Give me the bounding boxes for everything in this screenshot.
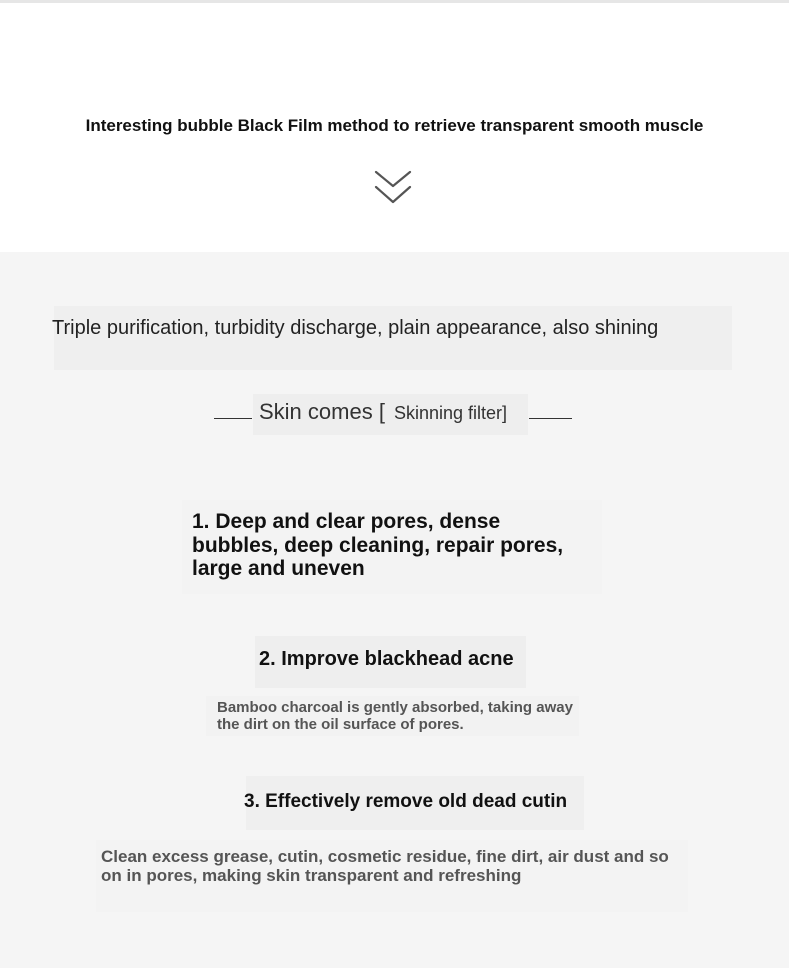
hero-section — [0, 3, 789, 252]
content-section — [0, 252, 789, 968]
item-3-title: 3. Effectively remove old dead cutin — [244, 791, 568, 812]
item-2-title: 2. Improve blackhead acne — [259, 648, 514, 670]
skin-title-main: Skin comes [ — [259, 399, 385, 424]
skin-title-sub: Skinning filter] — [394, 403, 508, 423]
item-1-title: 1. Deep and clear pores, dense bubbles, deep cleaning, repair pores, large and uneven — [192, 510, 564, 580]
item-2-description: Bamboo charcoal is gently absorbed, taking away the dirt on the oil surface of pores. — [217, 699, 573, 733]
item-3-description: Clean excess grease, cutin, cosmetic residue, fine dirt, air dust and so on in pores, making skin transparent and refreshing — [101, 847, 669, 885]
hero-title: Interesting bubble Black Film method to retrieve transparent smooth muscle — [85, 116, 704, 135]
skin-right-rule — [529, 418, 572, 419]
triple-purification-text: Triple purification, turbidity discharge, plain appearance, also shining — [52, 317, 659, 339]
double-chevron-down-icon — [374, 170, 412, 206]
skin-left-rule — [214, 418, 252, 419]
